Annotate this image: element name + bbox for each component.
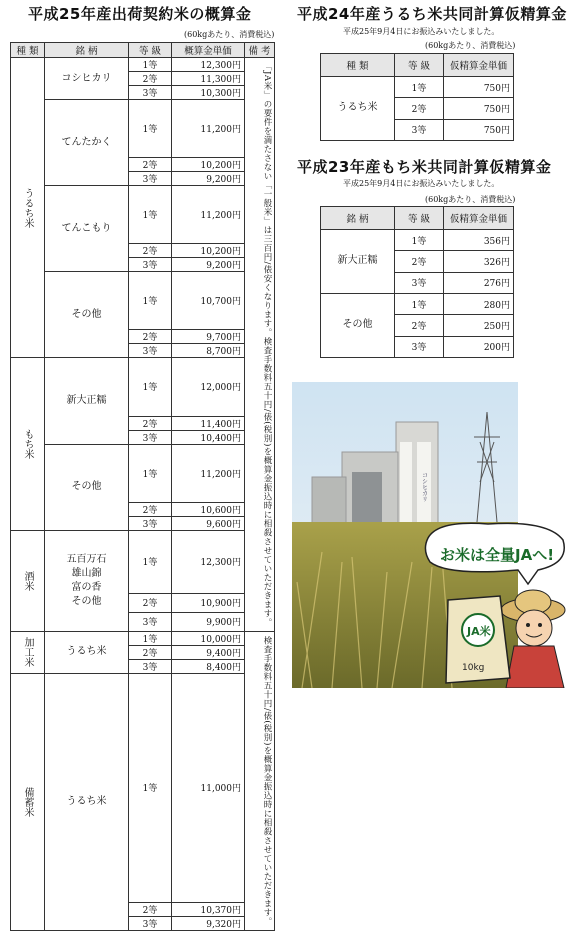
category-cell: 酒米 bbox=[11, 530, 45, 631]
price-cell: 750円 bbox=[444, 98, 514, 119]
price-cell: 11,200円 bbox=[172, 186, 245, 244]
speech-bubble-text: お米は全量JAへ! bbox=[440, 546, 555, 564]
grade-cell: 1等 bbox=[129, 100, 172, 158]
rm-header-cell: 仮精算金単価 bbox=[444, 207, 514, 230]
grade-cell: 3等 bbox=[129, 430, 172, 444]
variety-cell: 五百万石 雄山錦 富の香 その他 bbox=[45, 530, 129, 631]
grade-cell: 1等 bbox=[129, 530, 172, 593]
grade-cell: 1等 bbox=[129, 58, 172, 72]
table-row bbox=[11, 530, 275, 593]
variety-cell: その他 bbox=[45, 272, 129, 358]
grade-cell: 2等 bbox=[129, 593, 172, 612]
price-cell: 11,300円 bbox=[172, 72, 245, 86]
price-cell: 11,200円 bbox=[172, 444, 245, 502]
price-cell: 9,200円 bbox=[172, 258, 245, 272]
rt-category-cell: うるち米 bbox=[321, 76, 395, 140]
left-title: 平成25年産出荷契約米の概算金 bbox=[28, 5, 252, 23]
rt-header-cell: 仮精算金単価 bbox=[444, 54, 514, 77]
grade-cell: 2等 bbox=[129, 416, 172, 430]
variety-cell: うるち米 bbox=[45, 673, 129, 930]
right-top-title: 平成24年産うるち米共同計算仮精算金 bbox=[297, 5, 567, 23]
grade-cell: 3等 bbox=[129, 258, 172, 272]
grade-cell: 1等 bbox=[129, 358, 172, 416]
price-cell: 200円 bbox=[444, 336, 514, 357]
grade-cell: 3等 bbox=[129, 612, 172, 631]
price-cell: 10,200円 bbox=[172, 158, 245, 172]
category-cell: もち米 bbox=[11, 358, 45, 530]
variety-cell: 新大正糯 bbox=[45, 358, 129, 444]
price-cell: 9,700円 bbox=[172, 330, 245, 344]
variety-cell: うるち米 bbox=[45, 631, 129, 673]
rm-header-cell: 銘 柄 bbox=[321, 207, 395, 230]
grade-cell: 3等 bbox=[129, 516, 172, 530]
left-header-row bbox=[11, 43, 275, 58]
category-cell: 加工米 bbox=[11, 631, 45, 673]
price-cell: 9,400円 bbox=[172, 645, 245, 659]
price-cell: 9,320円 bbox=[172, 916, 245, 930]
category-cell: うるち米 bbox=[11, 58, 45, 358]
right-mid-title: 平成23年産もち米共同計算仮精算金 bbox=[297, 158, 552, 176]
price-cell: 10,900円 bbox=[172, 593, 245, 612]
price-cell: 10,400円 bbox=[172, 430, 245, 444]
price-cell: 8,700円 bbox=[172, 344, 245, 358]
price-cell: 9,600円 bbox=[172, 516, 245, 530]
grade-cell: 3等 bbox=[129, 86, 172, 100]
price-cell: 750円 bbox=[444, 76, 514, 97]
price-cell: 11,000円 bbox=[172, 673, 245, 902]
grade-cell: 3等 bbox=[129, 172, 172, 186]
price-cell: 11,400円 bbox=[172, 416, 245, 430]
table-row bbox=[321, 229, 514, 250]
price-cell: 326円 bbox=[444, 251, 514, 272]
ja-mascot-illustration bbox=[418, 518, 572, 688]
price-cell: 12,300円 bbox=[172, 58, 245, 72]
price-cell: 12,000円 bbox=[172, 358, 245, 416]
variety-cell: その他 bbox=[45, 444, 129, 530]
grade-cell: 2等 bbox=[395, 315, 444, 336]
price-cell: 10,000円 bbox=[172, 631, 245, 645]
rm-header-cell: 等 級 bbox=[395, 207, 444, 230]
price-cell: 276円 bbox=[444, 272, 514, 293]
rm-variety-cell: その他 bbox=[321, 293, 395, 357]
grade-cell: 1等 bbox=[129, 631, 172, 645]
grade-cell: 2等 bbox=[129, 902, 172, 916]
grade-cell: 3等 bbox=[395, 119, 444, 140]
right-top-date-note: 平成25年9月4日にお振込みいたしました。 bbox=[343, 27, 500, 36]
table-row bbox=[11, 58, 275, 72]
price-cell: 250円 bbox=[444, 315, 514, 336]
grade-cell: 2等 bbox=[395, 251, 444, 272]
price-cell: 10,370円 bbox=[172, 902, 245, 916]
variety-cell: てんこもり bbox=[45, 186, 129, 272]
grade-cell: 1等 bbox=[395, 76, 444, 97]
grade-cell: 1等 bbox=[129, 272, 172, 330]
right-mid-date-note: 平成25年9月4日にお振込みいたしました。 bbox=[343, 179, 500, 188]
grade-cell: 3等 bbox=[395, 272, 444, 293]
grade-cell: 2等 bbox=[129, 330, 172, 344]
silo-sign-text: コシヒカリ bbox=[420, 472, 428, 502]
rm-variety-cell: 新大正糯 bbox=[321, 229, 395, 293]
grade-cell: 3等 bbox=[395, 336, 444, 357]
table-row bbox=[11, 100, 275, 158]
price-cell: 356円 bbox=[444, 229, 514, 250]
grade-cell: 2等 bbox=[129, 158, 172, 172]
table-row bbox=[11, 272, 275, 330]
grade-cell: 3等 bbox=[129, 916, 172, 930]
rt-header-cell: 種 類 bbox=[321, 54, 395, 77]
mochi-settlement-table bbox=[320, 206, 514, 358]
grade-cell: 1等 bbox=[129, 673, 172, 902]
rt-header-cell: 等 級 bbox=[395, 54, 444, 77]
left-header-cell: 等 級 bbox=[129, 43, 172, 58]
category-cell: 備蓄米 bbox=[11, 673, 45, 930]
variety-cell: コシヒカリ bbox=[45, 58, 129, 100]
table-row bbox=[11, 631, 275, 645]
price-cell: 280円 bbox=[444, 293, 514, 314]
grade-cell: 1等 bbox=[129, 186, 172, 244]
grade-cell: 2等 bbox=[129, 72, 172, 86]
table-row bbox=[11, 444, 275, 502]
left-header-cell: 種 類 bbox=[11, 43, 45, 58]
grade-cell: 1等 bbox=[395, 293, 444, 314]
grade-cell: 3等 bbox=[129, 344, 172, 358]
price-cell: 9,200円 bbox=[172, 172, 245, 186]
grade-cell: 2等 bbox=[395, 98, 444, 119]
grade-cell: 1等 bbox=[129, 444, 172, 502]
table-row bbox=[11, 673, 275, 902]
contract-price-table bbox=[10, 42, 275, 931]
remark-cell-main: 「JA米」の要件を満たさない「一般米」は三百円/俵安くなります。検査手数料五十円/俵(税別)を概算金振込時に相殺させていただきます。 bbox=[245, 58, 275, 632]
price-cell: 10,200円 bbox=[172, 244, 245, 258]
remark-cell-processed: 検査手数料五十円/俵(税別)を概算金振込時に相殺させていただきます。 bbox=[245, 631, 275, 930]
grade-cell: 3等 bbox=[129, 659, 172, 673]
rm-header-row bbox=[321, 207, 514, 230]
variety-cell: てんたかく bbox=[45, 100, 129, 186]
table-row bbox=[11, 186, 275, 244]
price-cell: 12,300円 bbox=[172, 530, 245, 593]
price-cell: 8,400円 bbox=[172, 659, 245, 673]
right-top-unit-note: (60kgあたり、消費税込) bbox=[425, 41, 516, 50]
grade-cell: 2等 bbox=[129, 502, 172, 516]
grade-cell: 2等 bbox=[129, 244, 172, 258]
left-header-cell: 概算金単価 bbox=[172, 43, 245, 58]
rt-header-row bbox=[321, 54, 514, 77]
left-header-cell: 銘 柄 bbox=[45, 43, 129, 58]
table-row bbox=[321, 76, 514, 97]
bag-weight-text: 10kg bbox=[462, 663, 485, 673]
price-cell: 9,900円 bbox=[172, 612, 245, 631]
uruchi-settlement-table bbox=[320, 53, 514, 141]
grade-cell: 2等 bbox=[129, 645, 172, 659]
farmer-mascot-icon bbox=[418, 518, 572, 688]
left-unit-note: (60kgあたり、消費税込) bbox=[184, 30, 275, 39]
bag-label-text: JA米 bbox=[467, 625, 491, 638]
price-cell: 10,700円 bbox=[172, 272, 245, 330]
grade-cell: 1等 bbox=[395, 229, 444, 250]
price-cell: 750円 bbox=[444, 119, 514, 140]
table-row bbox=[11, 358, 275, 416]
price-cell: 10,300円 bbox=[172, 86, 245, 100]
table-row bbox=[321, 293, 514, 314]
left-header-cell: 備 考 bbox=[245, 43, 275, 58]
price-cell: 10,600円 bbox=[172, 502, 245, 516]
right-mid-unit-note: (60kgあたり、消費税込) bbox=[425, 195, 516, 204]
price-cell: 11,200円 bbox=[172, 100, 245, 158]
